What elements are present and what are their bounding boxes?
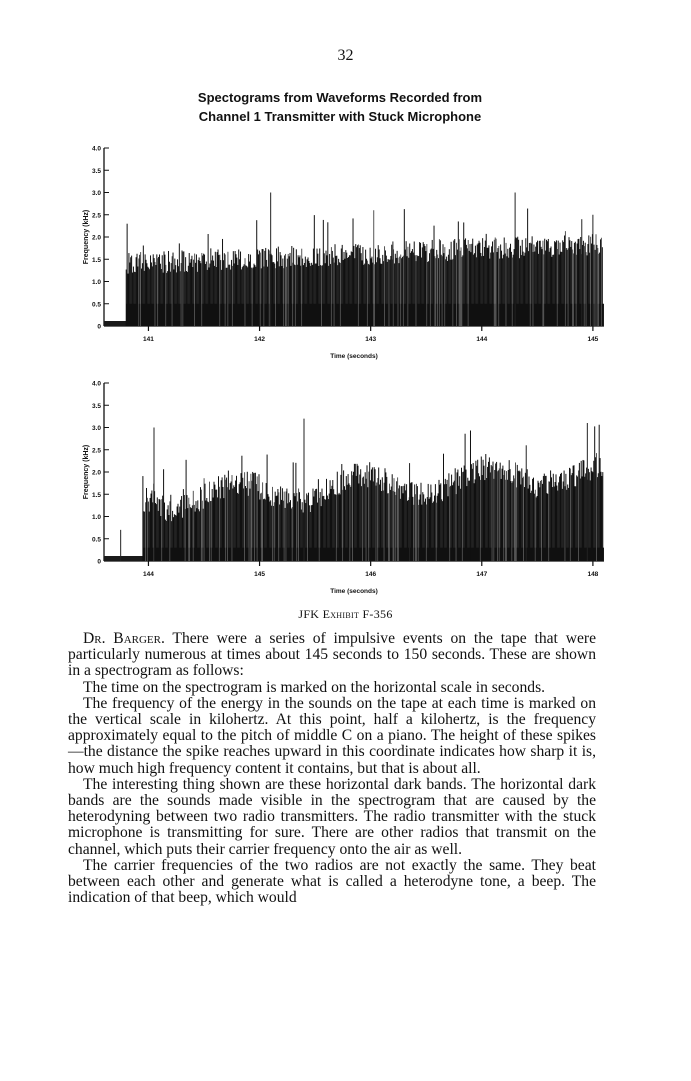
x-tick-label: 141 bbox=[143, 336, 154, 343]
paragraph-1 bbox=[68, 631, 596, 680]
pre-signal-band bbox=[104, 556, 143, 561]
pre-signal-band bbox=[104, 321, 126, 326]
x-tick-label: 145 bbox=[254, 571, 265, 578]
body-text bbox=[68, 631, 596, 906]
x-tick-label: 146 bbox=[365, 571, 377, 578]
paragraph-5: The carrier frequencies of the two radios are not exactly the same. They beat between each other and generate what is called a heterodyne tone, a beep. The indication of that beep, which would bbox=[68, 856, 596, 907]
figure-title-line-1: Spectograms from Waveforms Recorded from bbox=[197, 90, 483, 105]
spectrogram-texture bbox=[104, 419, 604, 561]
exhibit-prefix: JFK bbox=[298, 607, 320, 621]
y-tick-label: 4.0 bbox=[91, 380, 101, 388]
x-tick-label: 145 bbox=[587, 336, 599, 343]
y-tick-label: 1.5 bbox=[91, 256, 101, 264]
y-tick-label: 1.5 bbox=[91, 491, 101, 499]
x-tick-label: 147 bbox=[476, 571, 488, 578]
figure-title bbox=[100, 88, 580, 126]
exhibit-label: Exhibit bbox=[322, 607, 360, 621]
y-tick-label: 0 bbox=[97, 323, 101, 331]
paragraph-2: The time on the spectrogram is marked on the horizontal scale in seconds. bbox=[83, 678, 546, 696]
x-tick-label: 148 bbox=[587, 571, 599, 578]
speaker-name: Dr. Barger. bbox=[83, 630, 165, 647]
spectrogram-bottom bbox=[80, 375, 620, 605]
y-tick-label: 1.0 bbox=[91, 279, 101, 286]
x-tick-label: 144 bbox=[143, 571, 154, 578]
y-tick-label: 0.5 bbox=[91, 536, 101, 544]
x-tick-label: 144 bbox=[476, 336, 488, 343]
paragraph-4: The interesting thing shown are these horizontal dark bands. The horizontal dark bands are the sounds made visible in the spectrogram that are caused by the heterodyning between two radio transmitters. The radio transmitter with the stuck microphone is transmitting for sure. There are other radios that transmit on the channel, which puts their carrier frequency onto the air as well. bbox=[68, 775, 596, 858]
spectrogram-texture bbox=[104, 193, 604, 327]
x-axis-label: Time (seconds) bbox=[330, 588, 378, 595]
paragraph-3: The frequency of the energy in the sounds on the tape at each time is marked on the vertical scale in kilohertz. At this point, half a kilohertz, is the frequency approximately equal to the pitch of middle C on a piano. The height of these spikes—the distance the spike reaches upward in this coordinate indicates how sharp it is, how much high frequency content it contains, but that is about all. bbox=[68, 694, 596, 777]
page-number: 32 bbox=[337, 47, 354, 64]
y-tick-label: 2.0 bbox=[91, 234, 101, 242]
paragraph-1-text: There were a series of impulsive events on the tape that were particularly numerous at times about 145 seconds to 150 seconds. These are shown in a spectrogram as follows: bbox=[68, 630, 596, 680]
y-axis-label: Frequency (kHz) bbox=[83, 444, 90, 500]
y-tick-label: 3.0 bbox=[91, 190, 101, 197]
y-tick-label: 1.0 bbox=[91, 514, 101, 521]
spectrogram-top bbox=[80, 140, 620, 370]
x-tick-label: 142 bbox=[254, 336, 265, 343]
x-axis-label: Time (seconds) bbox=[330, 353, 378, 360]
y-tick-label: 0.5 bbox=[91, 301, 101, 309]
y-tick-label: 0 bbox=[97, 558, 101, 566]
figure-title-line-2: Channel 1 Transmitter with Stuck Microphone bbox=[198, 109, 482, 124]
y-tick-label: 2.5 bbox=[91, 212, 101, 220]
y-axis-label: Frequency (kHz) bbox=[83, 209, 90, 265]
exhibit-number: F-356 bbox=[362, 607, 393, 621]
x-tick-label: 143 bbox=[365, 336, 377, 343]
y-tick-label: 2.5 bbox=[91, 447, 101, 455]
y-tick-label: 2.0 bbox=[91, 469, 101, 477]
y-tick-label: 4.0 bbox=[91, 145, 101, 153]
y-tick-label: 3.0 bbox=[91, 425, 101, 432]
exhibit-caption bbox=[0, 607, 691, 622]
y-tick-label: 3.5 bbox=[91, 402, 101, 410]
y-tick-label: 3.5 bbox=[91, 167, 101, 175]
